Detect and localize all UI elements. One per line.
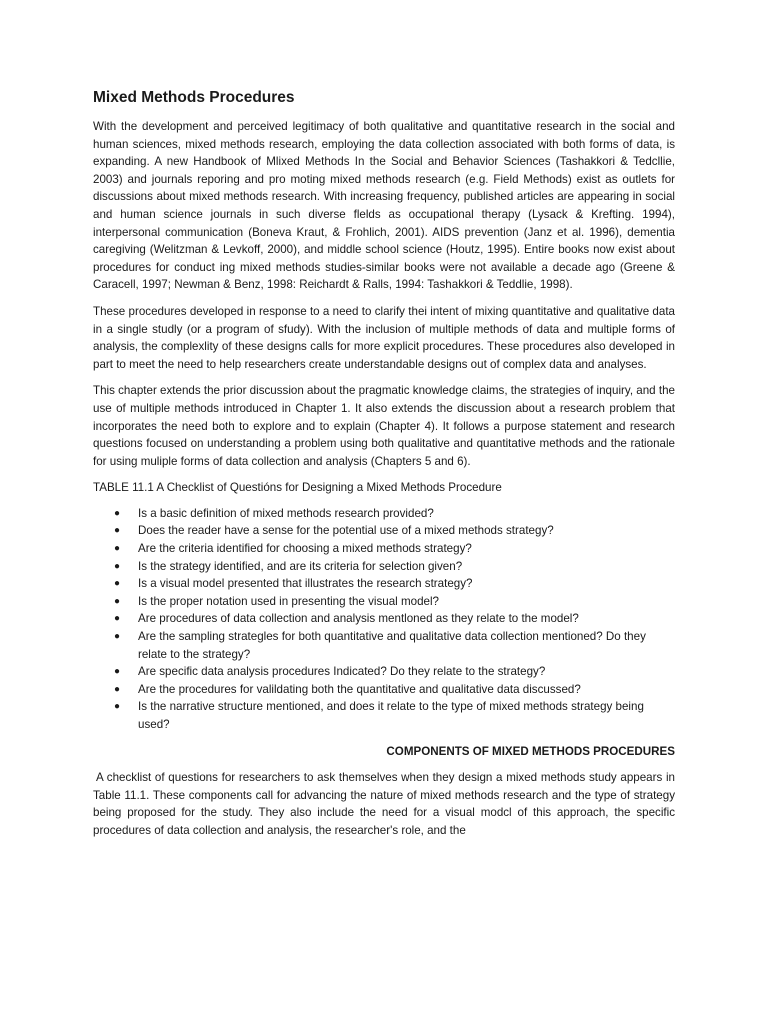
table-caption: TABLE 11.1 A Checklist of Questións for Designing a Mixed Methods Procedure <box>93 481 502 495</box>
bullet-icon: ● <box>114 560 121 572</box>
list-item-text: Are the procedures for valildating both the quantitative and qualitative data discussed? <box>138 682 581 696</box>
list-item <box>93 698 675 733</box>
list-item <box>93 558 675 576</box>
bullet-icon: ● <box>114 507 121 519</box>
paragraph-chapter-extension: This chapter extends the prior discussion about the pragmatic knowledge claims, the strategies of inquiry, and the use of multiple methods introduced in Chapter 1. It also extends the discussion about a research problem that incorporates the need both to explore and to explain (Chapter 4). It follows a purpose statement and research questions focused on understanding a problem using both qualitative and quantitative methods and the rationale for using muliple forms of data collection and analysis (Chapters 5 and 6). <box>93 384 675 468</box>
bullet-icon: ● <box>114 525 121 537</box>
bullet-icon: ● <box>114 613 121 625</box>
document-page <box>93 88 675 849</box>
list-item <box>93 575 675 593</box>
paragraph-closing: A checklist of questions for researchers to ask themselves when they design a mixed methods study appears in Table 11.1. These components call for advancing the nature of mixed methods research and the type of strategy being proposed for the study. They also include the need for a visual modcl of this approach, the specific procedures of data collection and analysis, the researcher's role, and the <box>93 771 675 837</box>
bullet-icon: ● <box>114 631 121 643</box>
list-item <box>93 681 675 699</box>
list-item-text: Does the reader have a sense for the potential use of a mixed methods strategy? <box>138 524 554 538</box>
list-item-text: Are the criteria identified for choosing a mixed methods strategy? <box>138 542 472 556</box>
list-item-text: Is the narrative structure mentioned, and does it relate to the type of mixed methods strategy being used? <box>138 700 644 731</box>
list-item <box>93 540 675 558</box>
bullet-icon: ● <box>114 595 121 607</box>
bullet-icon: ● <box>114 683 121 695</box>
bullet-icon: ● <box>114 701 121 713</box>
bullet-icon: ● <box>114 543 121 555</box>
list-item <box>93 522 675 540</box>
list-item-text: Is a visual model presented that illustrates the research strategy? <box>138 577 473 591</box>
paragraph-intro: With the development and perceived legitimacy of both qualitative and quantitative research in the social and human sciences, mixed methods research, employing the data collection associated with both forms of data, is expanding. A new Handbook of Mlixed Methods In the Social and Behavior Sciences (Tashakkori & Tedcllie, 2003) and journals reporing and pro moting mixed methods research (e.g. Field Methods) exist as outlets for discussions about mixed methods research. With increasing frequency, published articles are appearing in social and human science journals in such diverse flelds as occupational therapy (Lysack & Krefting. 1994), interpersonal communication (Boneva Kraut, & Frohlich, 2001). AIDS prevention (Janz et al. 1996), dementia caregiving (Welitzman & Levkoff, 2000), and middle school science (Houtz, 1995). Entire books now exist about procedures for conduct ing mixed methods studies-similar books were not available a decade ago (Greene & Caracell, 1997; Newman & Benz, 1998: Reichardt & Ralls, 1994: Tashakkori & Teddlie, 1998). <box>93 120 675 292</box>
list-item-text: Are procedures of data collection and analysis mentloned as they relate to the model? <box>138 612 579 626</box>
bullet-icon: ● <box>114 578 121 590</box>
list-item <box>93 628 675 663</box>
page-title: Mixed Methods Procedures <box>93 89 295 106</box>
list-item <box>93 593 675 611</box>
section-heading: COMPONENTS OF MIXED METHODS PROCEDURES <box>386 744 675 758</box>
list-item <box>93 610 675 628</box>
paragraph-procedures: These procedures developed in response to a need to clarify thei intent of mixing quantitative and qualitative data in a single studly (or a program of sfudy). With the inclusion of multiple methods of data and multiple forms of analysis, the complexlity of these designs calls for more explicit procedures. These procedures also developed in part to meet the need to help researchers create understandable designs out of complex data and analyses. <box>93 304 675 371</box>
list-item-text: Is the proper notation used in presenting the visual model? <box>138 594 439 608</box>
list-item <box>93 663 675 681</box>
list-item-text: Is the strategy identified, and are its criteria for selection given? <box>138 559 463 573</box>
bullet-icon: ● <box>114 666 121 678</box>
list-item-text: Is a basic definition of mixed methods research provided? <box>138 506 434 520</box>
checklist <box>93 505 675 734</box>
list-item-text: Are the sampling strategles for both quantitative and qualitative data collection mentioned? Do they relate to the strategy? <box>138 630 646 661</box>
list-item <box>93 505 675 523</box>
list-item-text: Are specific data analysis procedures Indicated? Do they relate to the strategy? <box>138 665 546 679</box>
